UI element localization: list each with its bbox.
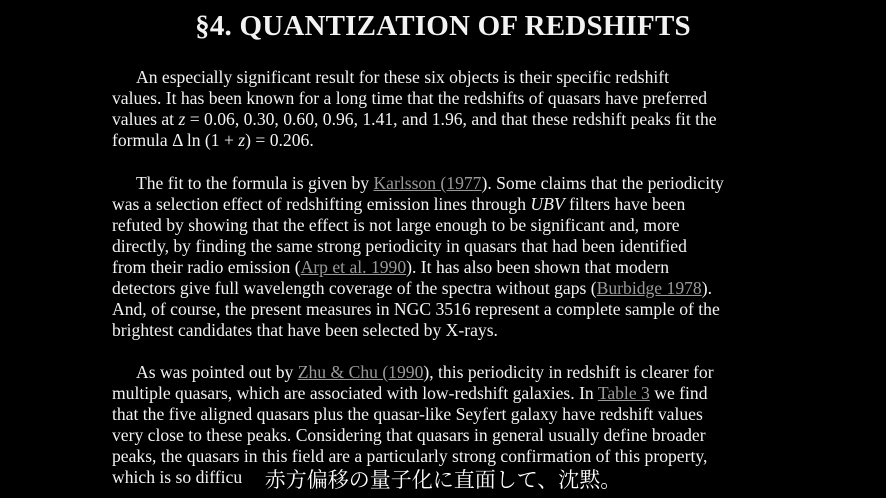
paragraph-2	[112, 173, 772, 341]
paragraph-1	[112, 67, 772, 151]
p2-line-6	[112, 278, 772, 299]
p3-line-2	[112, 383, 772, 404]
p2-line-5-text-b: ). It has also been shown that modern	[406, 257, 670, 277]
p1-line-4	[112, 130, 772, 151]
z-variable: z	[238, 130, 246, 150]
p2-line-1-text-b: ). Some claims that the periodicity	[481, 173, 724, 193]
p3-line-5: peaks, the quasars in this field are a particularly strong confirmation of this property,	[112, 446, 708, 466]
p3-line-1	[112, 362, 772, 383]
z-variable: z	[178, 109, 186, 129]
p1-line-4-text-a: formula Δ ln (1 +	[112, 130, 239, 150]
p2-line-2	[112, 194, 772, 215]
p2-line-6-text-a: detectors give full wavelength coverage of the spectra without gaps (	[112, 278, 597, 298]
burbidge-citation-link[interactable]: Burbidge 1978	[596, 278, 702, 298]
p3-line-2-text-a: multiple quasars, which are associated with low-redshift galaxies. In	[112, 383, 598, 403]
p2-line-1	[112, 173, 772, 194]
p1-line-3-text-b: = 0.06, 0.30, 0.60, 0.96, 1.41, and 1.96, and that these redshift peaks fit the	[185, 109, 717, 129]
p2-line-5-text-a: from their radio emission (	[112, 257, 301, 277]
ubv-term: UBV	[530, 194, 565, 214]
p1-line-2: values. It has been known for a long time that the redshifts of quasars have preferred	[112, 88, 708, 108]
p3-line-3: that the five aligned quasars plus the quasar-like Seyfert galaxy have redshift values	[112, 404, 703, 424]
p2-line-3: refuted by showing that the effect is not large enough to be significant and, more	[112, 215, 680, 235]
p3-line-1-text-b: ), this periodicity in redshift is clearer for	[423, 362, 714, 382]
p2-line-6-text-b: ).	[701, 278, 712, 298]
p3-line-6: which is so difficu	[112, 467, 243, 487]
p2-line-7: And, of course, the present measures in NGC 3516 represent a complete sample of the	[112, 299, 720, 319]
p2-line-2-text-a: was a selection effect of redshifting emission lines through	[112, 194, 531, 214]
table-3-link[interactable]: Table 3	[597, 383, 650, 403]
p1-line-4-text-b: ) = 0.206.	[245, 130, 314, 150]
p2-line-4: directly, by finding the same strong periodicity in quasars that had been identified	[112, 236, 687, 256]
p2-line-8: brightest candidates that have been selected by X-rays.	[112, 320, 498, 340]
video-subtitle: 赤方偏移の量子化に直面して、沈黙。	[264, 468, 622, 492]
p2-line-5	[112, 257, 772, 278]
p3-line-4: very close to these peaks. Considering that quasars in general usually define broader	[112, 425, 706, 445]
karlsson-citation-link[interactable]: Karlsson (1977	[373, 173, 482, 193]
section-heading: §4. QUANTIZATION OF REDSHIFTS	[195, 10, 691, 42]
p3-line-1-text-a: As was pointed out by	[136, 362, 298, 382]
arp-citation-link[interactable]: Arp et al. 1990	[300, 257, 407, 277]
p1-line-3	[112, 109, 772, 130]
p3-line-2-text-b: we find	[649, 383, 708, 403]
p2-line-2-text-b: filters have been	[564, 194, 686, 214]
p1-line-1: An especially significant result for these six objects is their specific redshift	[136, 67, 670, 87]
zhu-chu-citation-link[interactable]: Zhu & Chu (1990	[297, 362, 424, 382]
p2-line-1-text-a: The fit to the formula is given by	[136, 173, 374, 193]
p1-line-3-text-a: values at	[112, 109, 179, 129]
